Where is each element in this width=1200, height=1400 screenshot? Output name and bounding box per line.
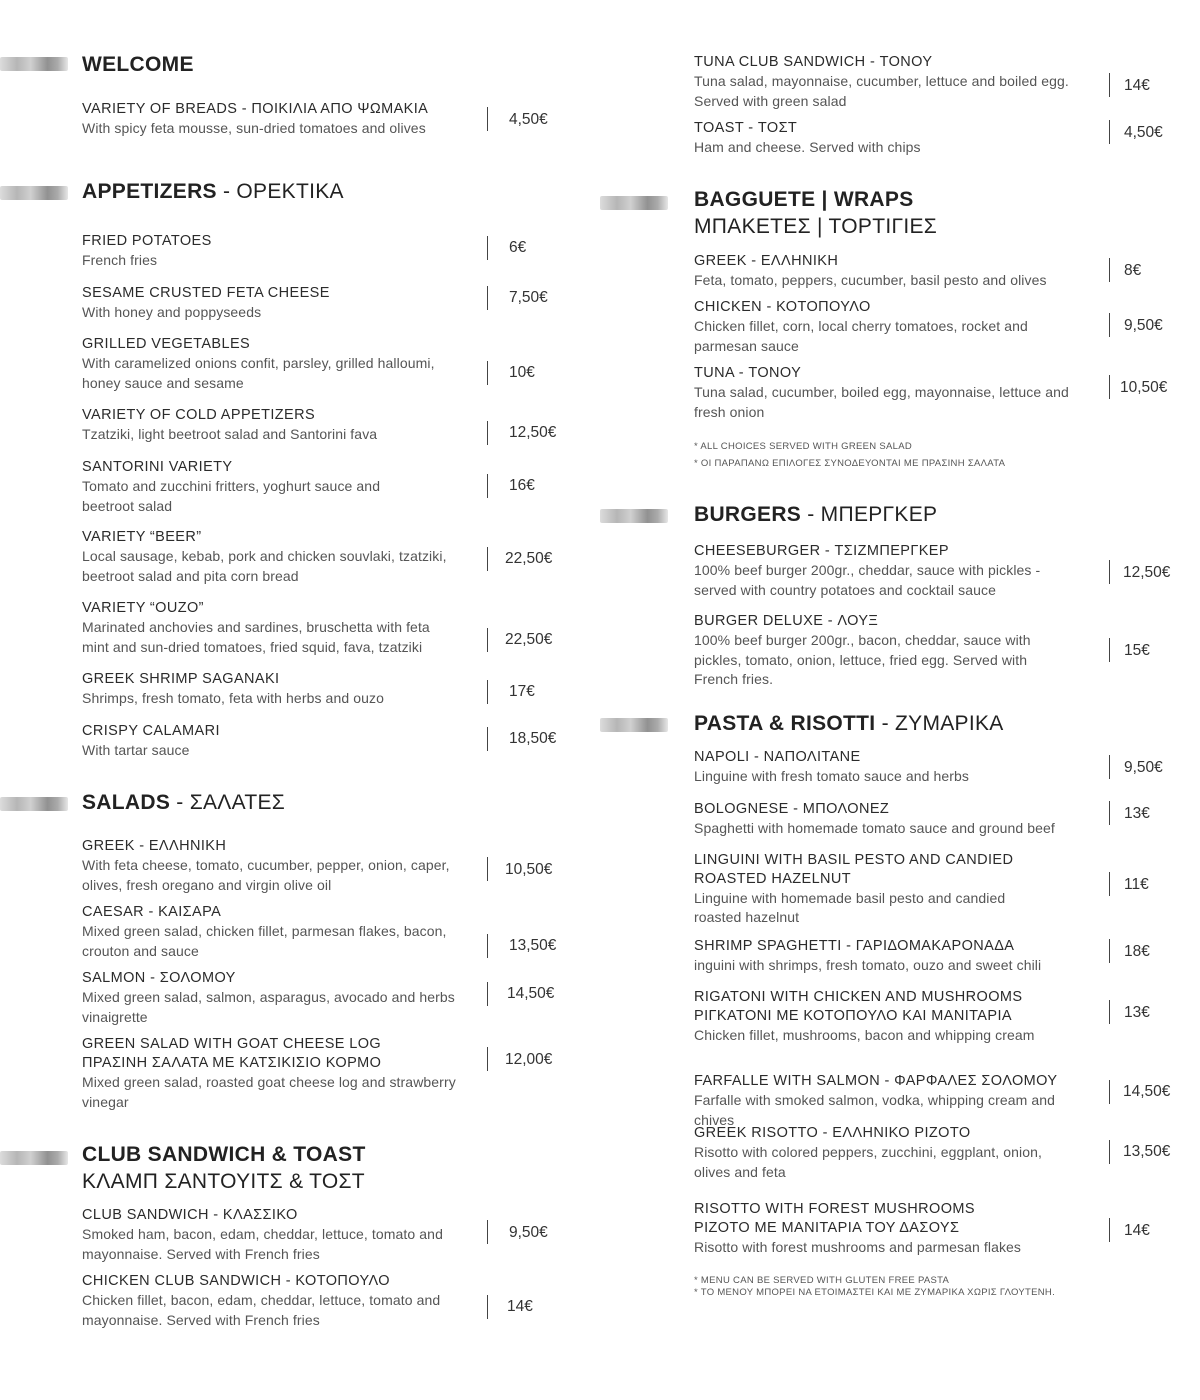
menu-item: [82, 335, 467, 393]
menu-item: [694, 1200, 1084, 1258]
item-description: With spicy feta mousse, sun-dried tomatoes and olives: [82, 120, 426, 136]
menu-item: [82, 528, 467, 586]
item-name: CLUB SANDWICH - ΚΛΑΣΣΙΚΟ: [82, 1207, 298, 1223]
price-divider: [487, 857, 488, 881]
item-name-greek: ΠΡΑΣΙΝΗ ΣΑΛΑΤΑ ΜΕ ΚΑΤΣΙΚΙΣΙΟ ΚΟΡΜΟ: [82, 1055, 382, 1071]
item-name: RIGATONI WITH CHICKEN AND MUSHROOMS: [694, 989, 1023, 1005]
item-name: BOLOGNESE - ΜΠΟΛΟΝΕΖ: [694, 801, 890, 817]
price-divider: [487, 982, 488, 1006]
price-divider: [487, 1220, 488, 1244]
item-name: SESAME CRUSTED FETA CHEESE: [82, 285, 330, 301]
price-divider: [1109, 1218, 1110, 1242]
price-divider: [1109, 755, 1110, 779]
item-price: 13,50€: [509, 937, 557, 954]
price-divider: [487, 934, 488, 958]
menu-item: [82, 458, 402, 516]
footnote: * ΤΟ ΜΕΝΟΥ ΜΠΟΡΕΙ ΝΑ ΕΤΟΙΜΑΣΤΕΙ ΚΑΙ ΜΕ ΖΥΜΑΡΙΚΑ ΧΩΡΙΣ ΓΛΟΥΤΕΝΗ.: [694, 1287, 1056, 1298]
item-name: GREEK RISOTTO - ΕΛΛΗΝΙΚΟ ΡΙΖΟΤΟ: [694, 1125, 971, 1141]
section-title-burgers: BURGERS - ΜΠΕΡΓΚΕΡ: [694, 503, 938, 526]
price-divider: [1109, 120, 1110, 144]
item-description: Chicken fillet, bacon, edam, cheddar, lettuce, tomato and mayonnaise. Served with French fries: [82, 1292, 441, 1328]
item-price: 22,50€: [505, 550, 553, 567]
item-price: 13€: [1124, 805, 1150, 822]
menu-item: [82, 1206, 467, 1264]
item-name: SHRIMP SPAGHETTI - ΓΑΡΙΔΟΜΑΚΑΡΟΝΑΔΑ: [694, 938, 1015, 954]
menu-item: [82, 406, 472, 445]
price-divider: [1109, 1000, 1110, 1024]
menu-item: [694, 53, 1084, 111]
item-price: 9,50€: [1124, 759, 1163, 776]
item-price: 6€: [509, 239, 527, 256]
price-divider: [487, 236, 488, 260]
item-price: 12,50€: [509, 424, 557, 441]
footnote: * ΟΙ ΠΑΡΑΠΑΝΩ ΕΠΙΛΟΓΕΣ ΣΥΝΟΔΕΥΟΝΤΑΙ ΜΕ ΠΡΑΣΙΝΗ ΣΑΛΑΤΑ: [694, 458, 1006, 469]
item-name: CHICKEN CLUB SANDWICH - ΚΟΤΟΠΟΥΛΟ: [82, 1273, 390, 1289]
item-name-cont: ROASTED HAZELNUT: [694, 871, 852, 887]
item-name: VARIETY “OUZO”: [82, 600, 204, 616]
item-description: Risotto with colored peppers, zucchini, eggplant, onion, olives and feta: [694, 1144, 1043, 1180]
menu-item: [82, 903, 462, 961]
price-divider: [1109, 1140, 1110, 1164]
price-divider: [487, 680, 488, 704]
item-description: Tuna salad, cucumber, boiled egg, mayonnaise, lettuce and fresh onion: [694, 384, 1069, 420]
brush-stroke-icon: [600, 718, 668, 732]
menu-item: [82, 1035, 467, 1112]
menu-item: [82, 969, 467, 1027]
item-name: CAESAR - ΚΑΙΣΑΡΑ: [82, 904, 222, 920]
item-price: 14€: [507, 1298, 533, 1315]
item-description: French fries: [82, 252, 158, 268]
item-description: Local sausage, kebab, pork and chicken souvlaki, tzatziki, beetroot salad and pita corn bread: [82, 548, 447, 584]
item-description: inguini with shrimps, fresh tomato, ouzo and sweet chili: [694, 957, 1042, 973]
item-price: 4,50€: [509, 111, 548, 128]
item-description: Linguine with homemade basil pesto and candied roasted hazelnut: [694, 890, 1006, 925]
price-divider: [1109, 1080, 1110, 1104]
item-name: BURGER DELUXE - ΛΟΥΞ: [694, 613, 879, 629]
price-divider: [487, 421, 488, 445]
price-divider: [487, 1295, 488, 1319]
price-divider: [487, 474, 488, 498]
item-name: RISOTTO WITH FOREST MUSHROOMS: [694, 1201, 975, 1217]
footnote: * ALL CHOICES SERVED WITH GREEN SALAD: [694, 441, 913, 452]
footnote: * MENU CAN BE SERVED WITH GLUTEN FREE PASTA: [694, 1275, 950, 1286]
item-price: 10,50€: [505, 861, 553, 878]
menu-item: [694, 542, 1079, 600]
item-name: SANTORINI VARIETY: [82, 459, 233, 475]
price-divider: [487, 628, 488, 652]
item-description: 100% beef burger 200gr., bacon, cheddar, sauce with pickles, tomato, onion, lettuce, fried egg. Served with French fries.: [694, 632, 1031, 687]
price-divider: [1109, 560, 1110, 584]
item-description: With caramelized onions confit, parsley, grilled halloumi, honey sauce and sesame: [82, 355, 435, 391]
item-name: CHEESEBURGER - ΤΣΙΖΜΠΕΡΓΚΕΡ: [694, 543, 949, 559]
menu-item: [82, 284, 472, 323]
section-title-pasta: PASTA & RISOTTI - ΖΥΜΑΡΙΚΑ: [694, 712, 1004, 735]
item-description: Spaghetti with homemade tomato sauce and ground beef: [694, 820, 1055, 836]
item-name-greek: ΡΙΖΟΤΟ ΜΕ ΜΑΝΙΤΑΡΙΑ ΤΟΥ ΔΑΣΟΥΣ: [694, 1220, 960, 1236]
price-divider: [1109, 258, 1110, 282]
item-price: 14€: [1124, 1222, 1150, 1239]
item-price: 9,50€: [1124, 317, 1163, 334]
brush-stroke-icon: [0, 1151, 68, 1165]
item-name: CRISPY CALAMARI: [82, 723, 220, 739]
menu-item: [694, 937, 1084, 976]
menu-item: [694, 364, 1079, 422]
menu-item: [82, 232, 472, 271]
item-name: NAPOLI - ΝΑΠΟΛΙΤΑΝΕ: [694, 749, 861, 765]
item-description: Chicken fillet, mushrooms, bacon and whipping cream: [694, 1027, 1035, 1043]
item-price: 14,50€: [1123, 1083, 1171, 1100]
item-price: 14,50€: [507, 985, 555, 1002]
item-name: CHICKEN - ΚΟΤΟΠΟΥΛΟ: [694, 299, 871, 315]
item-price: 16€: [509, 477, 535, 494]
menu-item: [694, 800, 1084, 839]
item-description: Shrimps, fresh tomato, feta with herbs and ouzo: [82, 690, 384, 706]
menu-item: [694, 851, 1024, 927]
menu-item: [82, 100, 472, 139]
item-description: Feta, tomato, peppers, cucumber, basil pesto and olives: [694, 272, 1047, 288]
section-title-baguette: BAGGUETE | WRAPS: [694, 188, 914, 211]
item-description: Linguine with fresh tomato sauce and herbs: [694, 768, 970, 784]
item-name: TUNA CLUB SANDWICH - ΤΟΝΟΥ: [694, 54, 933, 70]
menu-item: [694, 119, 1084, 158]
section-title-salads: SALADS - ΣΑΛΑΤΕΣ: [82, 791, 286, 814]
item-description: Tomato and zucchini fritters, yoghurt sauce and beetroot salad: [82, 478, 381, 514]
item-price: 18,50€: [509, 730, 557, 747]
item-name: GREEK SHRIMP SAGANAKI: [82, 671, 280, 687]
item-price: 15€: [1124, 642, 1150, 659]
item-description: Chicken fillet, corn, local cherry tomatoes, rocket and parmesan sauce: [694, 318, 1028, 354]
item-name: VARIETY OF BREADS - ΠΟΙΚΙΛΙΑ ΑΠΟ ΨΩΜΑΚΙΑ: [82, 101, 429, 117]
item-description: Smoked ham, bacon, edam, cheddar, lettuce, tomato and mayonnaise. Served with French fries: [82, 1226, 443, 1262]
brush-stroke-icon: [0, 57, 68, 71]
item-description: Marinated anchovies and sardines, bruschetta with feta mint and sun-dried tomatoes, fried squid, fava, tzatziki: [82, 619, 430, 655]
item-name: VARIETY “BEER”: [82, 529, 202, 545]
section-title-welcome: WELCOME: [82, 53, 194, 76]
price-divider: [487, 1047, 488, 1071]
item-price: 4,50€: [1124, 124, 1163, 141]
item-description: Mixed green salad, roasted goat cheese log and strawberry vinegar: [82, 1074, 456, 1110]
section-title-appetizers: APPETIZERS - ΟΡΕΚΤΙΚΑ: [82, 180, 344, 203]
item-price: 10€: [509, 364, 535, 381]
item-description: Tuna salad, mayonnaise, cucumber, lettuce and boiled egg. Served with green salad: [694, 73, 1069, 109]
item-name: SALMON - ΣΟΛΟΜΟΥ: [82, 970, 236, 986]
item-price: 13,50€: [1123, 1143, 1171, 1160]
item-description: With tartar sauce: [82, 742, 190, 758]
item-name: GREEK - ΕΛΛΗΝΙΚΗ: [82, 838, 227, 854]
item-description: Mixed green salad, chicken fillet, parmesan flakes, bacon, crouton and sauce: [82, 923, 447, 959]
item-name: LINGUINI WITH BASIL PESTO AND CANDIED: [694, 852, 1014, 868]
price-divider: [487, 361, 488, 385]
menu-item: [694, 1124, 1069, 1182]
menu-item: [694, 988, 1084, 1046]
item-description: Farfalle with smoked salmon, vodka, whipping cream and chives: [694, 1092, 1056, 1128]
menu-item: [694, 612, 1059, 690]
item-price: 14€: [1124, 77, 1150, 94]
price-divider: [487, 286, 488, 310]
menu-item: [694, 252, 1084, 291]
item-price: 12,50€: [1123, 564, 1171, 581]
menu-item: [82, 1272, 467, 1330]
price-divider: [1109, 313, 1110, 337]
menu-item: [694, 298, 1069, 356]
price-divider: [1109, 375, 1110, 399]
price-divider: [1109, 73, 1110, 97]
brush-stroke-icon: [600, 196, 668, 210]
price-divider: [1109, 872, 1110, 896]
menu-item: [82, 599, 457, 657]
item-description: With feta cheese, tomato, cucumber, pepper, onion, caper, olives, fresh oregano and virgin olive oil: [82, 857, 450, 893]
menu-item: [694, 748, 1084, 787]
item-name: TUNA - ΤΟΝΟΥ: [694, 365, 802, 381]
item-price: 10,50€: [1120, 379, 1168, 396]
menu-item: [82, 722, 472, 761]
item-price: 11€: [1124, 876, 1149, 893]
price-divider: [487, 727, 488, 751]
menu-item: [82, 837, 467, 895]
price-divider: [1109, 801, 1110, 825]
item-description: Mixed green salad, salmon, asparagus, avocado and herbs vinaigrette: [82, 989, 455, 1025]
item-description: With honey and poppyseeds: [82, 304, 262, 320]
section-title-club: CLUB SANDWICH & TOAST: [82, 1143, 366, 1166]
item-price: 7,50€: [509, 289, 548, 306]
item-price: 8€: [1124, 262, 1142, 279]
menu-item: [694, 1072, 1094, 1130]
item-price: 9,50€: [509, 1224, 548, 1241]
brush-stroke-icon: [0, 797, 68, 811]
price-divider: [487, 547, 488, 571]
item-description: 100% beef burger 200gr., cheddar, sauce with pickles - served with country potatoes and cocktail sauce: [694, 562, 1041, 598]
item-price: 13€: [1124, 1004, 1150, 1021]
item-name: VARIETY OF COLD APPETIZERS: [82, 407, 316, 423]
item-price: 18€: [1124, 943, 1150, 960]
item-name: TOAST - ΤΟΣΤ: [694, 120, 798, 136]
item-price: 12,00€: [505, 1051, 553, 1068]
menu-item: [82, 670, 472, 709]
item-description: Risotto with forest mushrooms and parmesan flakes: [694, 1239, 1022, 1255]
item-price: 17€: [509, 683, 535, 700]
brush-stroke-icon: [600, 509, 668, 523]
item-name: FARFALLE WITH SALMON - ΦΑΡΦΑΛΕΣ ΣΟΛΟΜΟΥ: [694, 1073, 1058, 1089]
section-subtitle-club: ΚΛΑΜΠ ΣΑΝΤΟΥΙΤΣ & ΤΟΣΤ: [82, 1170, 365, 1193]
item-description: Tzatziki, light beetroot salad and Santorini fava: [82, 426, 378, 442]
price-divider: [487, 107, 488, 131]
item-price: 22,50€: [505, 631, 553, 648]
price-divider: [1109, 638, 1110, 662]
item-name: GREEK - ΕΛΛΗΝΙΚΗ: [694, 253, 839, 269]
section-subtitle-baguette: ΜΠΑΚΕΤΕΣ | ΤΟΡΤΙΓΙΕΣ: [694, 215, 938, 238]
item-name: GREEN SALAD WITH GOAT CHEESE LOG: [82, 1036, 382, 1052]
brush-stroke-icon: [0, 186, 68, 200]
item-name: GRILLED VEGETABLES: [82, 336, 251, 352]
item-name-greek: ΡΙΓΚΑΤΟΝΙ ΜΕ ΚΟΤΟΠΟΥΛΟ ΚΑΙ ΜΑΝΙΤΑΡΙΑ: [694, 1008, 1012, 1024]
item-description: Ham and cheese. Served with chips: [694, 139, 921, 155]
price-divider: [1109, 939, 1110, 963]
item-name: FRIED POTATOES: [82, 233, 212, 249]
